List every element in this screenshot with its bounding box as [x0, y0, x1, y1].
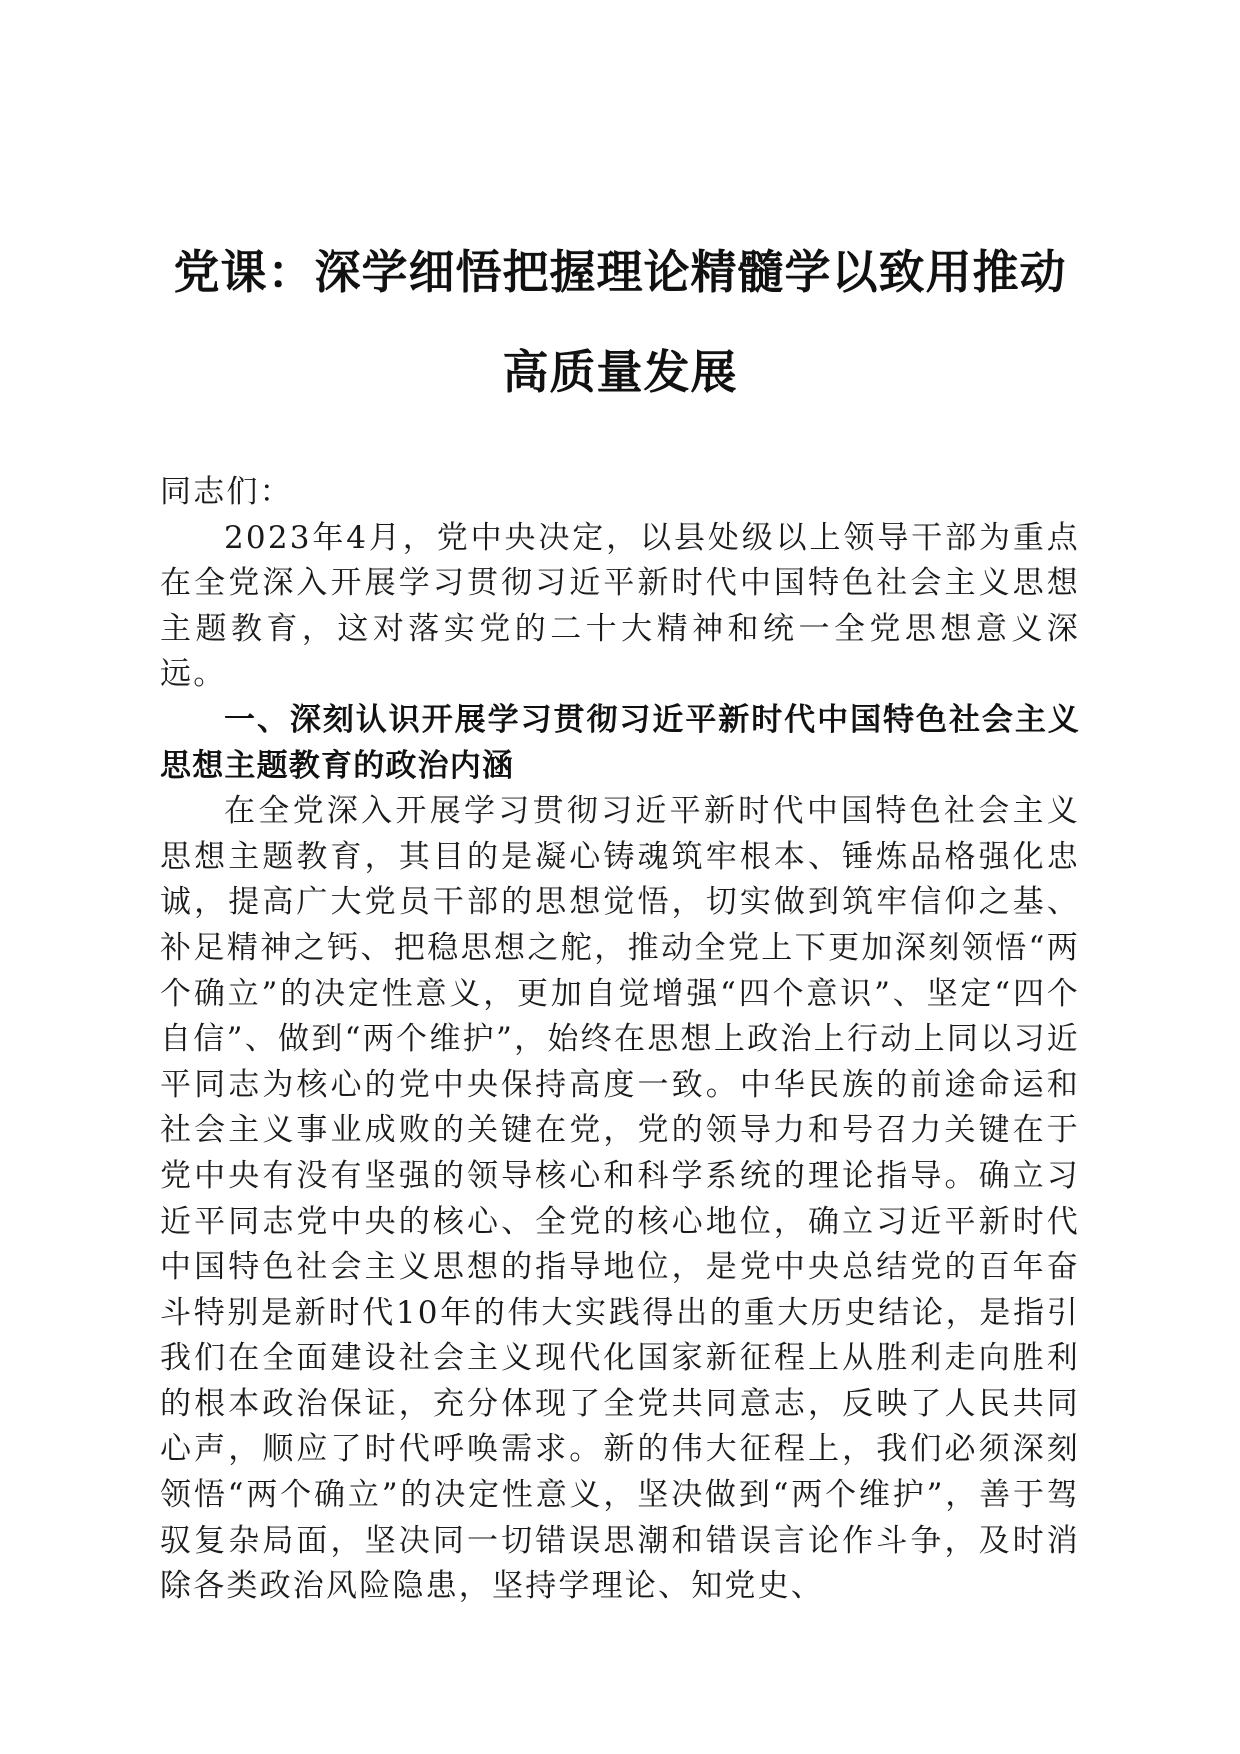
- document-title: 党课：深学细悟把握理论精髓学以致用推动高质量发展: [173, 245, 1067, 399]
- section-1-paragraph: 在全党深入开展学习贯彻习近平新时代中国特色社会主义思想主题教育，其目的是凝心铸魂筑牢根本、锤炼品格强化忠诚，提高广大党员干部的思想觉悟，切实做到筑牢信仰之基、补足精神之钙、把稳思想之舵，推动全党上下更加深刻领悟“两个确立”的决定性意义，更加自觉增强“四个意识”、坚定“四个自信”、做到“两个维护”，始终在思想上政治上行动上同以习近平同志为核心的党中央保持高度一致。中华民族的前途命运和社会主义事业成败的关键在党，党的领导力和号召力关键在于党中央有没有坚强的领导核心和科学系统的理论指导。确立习近平同志党中央的核心、全党的核心地位，确立习近平新时代中国特色社会主义思想的指导地位，是党中央总结党的百年奋斗特别是新时代10年的伟大实践得出的重大历史结论，是指引我们在全面建设社会主义现代化国家新征程上从胜利走向胜利的根本政治保证，充分体现了全党共同意志，反映了人民共同心声，顺应了时代呼唤需求。新的伟大征程上，我们必须深刻领悟“两个确立”的决定性意义，坚决做到“两个维护”，善于驾驭复杂局面，坚决同一切错误思潮和错误言论作斗争，及时消除各类政治风险隐患，坚持学理论、知党史、: [160, 793, 1080, 1605]
- intro-paragraph: 2023年4月，党中央决定，以县处级以上领导干部为重点在全党深入开展学习贯彻习近平新时代中国特色社会主义思想主题教育，这对落实党的二十大精神和统一全党思想意义深远。: [160, 519, 1080, 693]
- document-page: [160, 0, 1080, 1754]
- section-1-heading: 一、深刻认识开展学习贯彻习近平新时代中国特色社会主义思想主题教育的政治内涵: [160, 701, 1080, 784]
- salutation: 同志们：: [160, 474, 293, 510]
- document-body: [160, 470, 1080, 1610]
